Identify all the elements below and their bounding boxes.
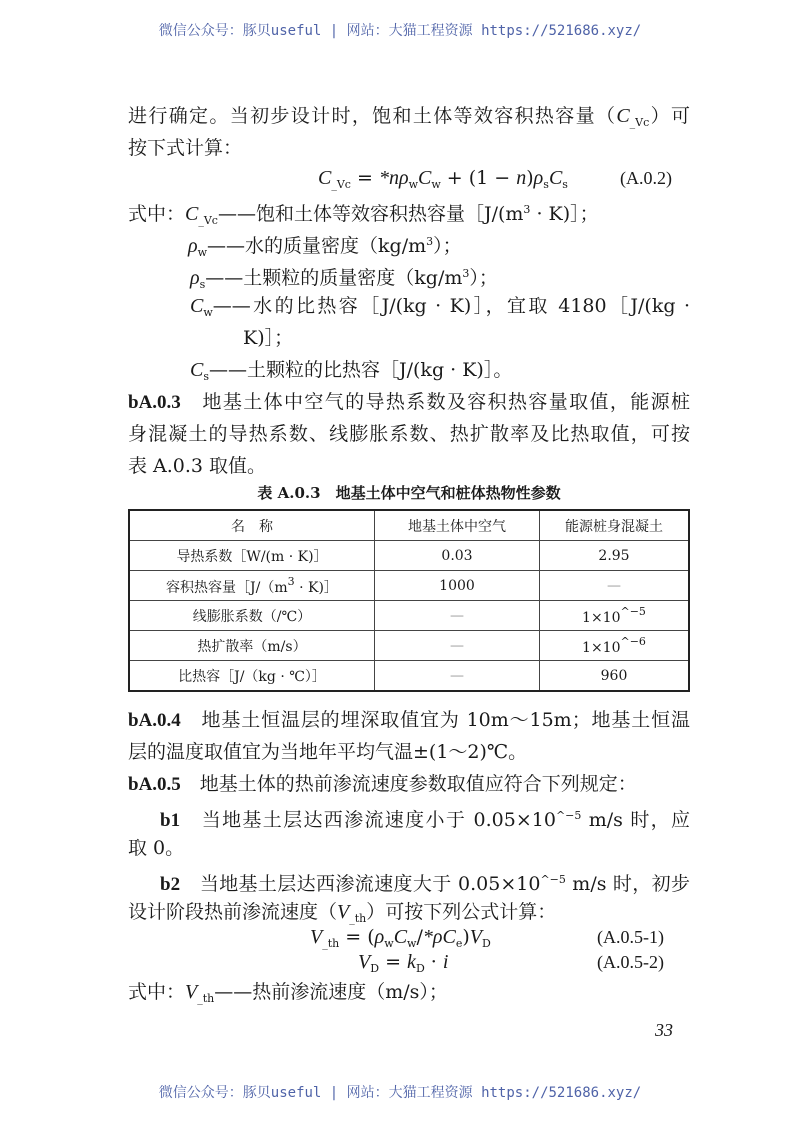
text-run: —	[450, 667, 464, 684]
text-run: 表 A.0.3 取值。	[128, 455, 267, 477]
table-cell	[540, 631, 690, 661]
text-run: ——水的比热容［J/(kg · K)］，宜取 4180［J/(kg ·	[212, 295, 690, 317]
symbol-definition	[128, 980, 448, 1011]
symbol-definition	[190, 262, 498, 297]
table-cell	[540, 661, 690, 692]
text-run: ）可	[649, 105, 690, 127]
text-run: =	[379, 951, 408, 973]
header-watermark: 微信公众号：豚贝useful | 网站：大猫工程资源 https://521686.xyz/	[158, 23, 642, 39]
text-run: 比热容［J/（kg · ℃）］	[178, 668, 326, 685]
text-run: C	[616, 105, 630, 127]
text-run: 热扩散率（m/s）	[197, 638, 307, 655]
text-run: 容积热容量［J/（m	[166, 579, 288, 596]
text-run: C	[548, 167, 563, 189]
text-run: ）；	[469, 267, 498, 289]
text-run: )	[462, 926, 470, 948]
text-run: ρ	[190, 267, 200, 289]
text-run: D	[370, 962, 380, 975]
header-cell: 名 称	[129, 510, 375, 541]
text-run: n	[516, 167, 527, 189]
text-run: =	[350, 167, 379, 189]
text-run: ρ	[188, 235, 198, 257]
text-run: 按下式计算：	[128, 137, 243, 159]
text-run: 进行确定。当初步设计时，饱和土体等效容积热容量（	[128, 105, 617, 127]
text-run: _th	[322, 937, 340, 950]
text-run: ）可按下列公式计算：	[366, 901, 557, 923]
text-run: ^−5	[620, 605, 646, 618]
text-run: bA.0.5	[128, 774, 181, 795]
table-cell	[129, 541, 375, 571]
footer-watermark: 微信公众号：豚贝useful | 网站：大猫工程资源 https://521686.xyz/	[158, 1085, 642, 1101]
text-run: —	[450, 607, 464, 624]
text-run: 地基土体中空气的导热系数及容积热容量取值，能源桩	[180, 391, 690, 413]
table-cell	[540, 601, 690, 631]
text-run: 1×10	[582, 610, 621, 626]
clause-a04	[128, 708, 690, 733]
table-cell	[129, 661, 375, 692]
text-run: 地基土体的热前渗流速度参数取值应符合下列规定：	[180, 773, 637, 795]
text-run: w	[407, 937, 417, 950]
text-run: 1000	[439, 577, 475, 594]
table-title: 表 A.0.3 地基土体中空气和桩体热物性参数	[257, 484, 561, 502]
text-run: + (1 −	[440, 167, 517, 189]
symbol-definition	[188, 230, 462, 265]
text-run: 导热系数［W/(m · K)］	[176, 548, 328, 565]
text-run: D	[415, 962, 425, 975]
text-run: b2	[160, 874, 181, 895]
paragraph-line	[128, 136, 242, 160]
text-run: e	[455, 937, 463, 950]
formula-a052	[358, 950, 448, 981]
text-run: _Vc	[331, 178, 351, 191]
text-run: C	[417, 167, 432, 189]
text-run: —	[607, 577, 621, 594]
paragraph-line	[128, 836, 184, 860]
text-run: 取 0。	[128, 837, 185, 859]
text-run: 960	[600, 667, 628, 684]
text-run: 当地基土层达西渗流速度大于 0.05×10	[180, 873, 541, 895]
page-number: 33	[655, 1020, 673, 1040]
text-run: ——水的质量密度（kg/m	[207, 235, 427, 257]
table-row	[129, 661, 689, 692]
text-run: V	[337, 901, 350, 923]
paragraph-line	[128, 454, 266, 478]
text-run: D	[481, 937, 491, 950]
table-cell	[375, 661, 540, 692]
text-run: V	[469, 926, 482, 948]
text-run: 式中：	[128, 203, 186, 225]
clause-a05	[128, 772, 637, 797]
text-run: ^−6	[620, 635, 646, 648]
table-row	[129, 601, 689, 631]
table-cell	[375, 631, 540, 661]
table-row	[129, 631, 689, 661]
text-run: 地基土恒温层的埋深取值宜为 10m～15m；地基土恒温	[180, 709, 690, 731]
text-run: ρ	[533, 167, 544, 189]
text-run: 线膨胀系数（/℃）	[192, 608, 312, 625]
text-run: 3	[462, 267, 470, 280]
text-run: w	[203, 306, 213, 319]
text-run: k	[407, 951, 416, 973]
symbol-definition	[190, 358, 512, 389]
text-run: 3	[523, 203, 531, 216]
text-run: 当地基土层达西渗流速度小于 0.05×10	[180, 809, 556, 831]
equation-number: (A.0.5-2)	[597, 952, 664, 972]
text-run: · K)］；	[530, 203, 599, 225]
text-run: _th	[197, 992, 215, 1005]
table-cell	[129, 631, 375, 661]
table-cell	[540, 541, 690, 571]
text-run: 层的温度取值宜为当地年平均气温±(1～2)℃。	[128, 741, 528, 763]
text-run: —	[450, 637, 464, 654]
text-run: · K)］	[294, 579, 338, 596]
text-run: bA.0.3	[128, 392, 181, 413]
equation-number: (A.0.2)	[620, 168, 672, 188]
paragraph-line	[128, 740, 527, 764]
text-run: ——饱和土体等效容积热容量［J/(m	[217, 203, 524, 225]
text-run: ）；	[433, 235, 462, 257]
thermal-properties-table	[128, 509, 690, 692]
text-run: V	[185, 981, 198, 1003]
text-run: ·	[424, 951, 443, 973]
paragraph-line	[128, 422, 690, 446]
text-run: 3	[287, 574, 295, 588]
text-run: 2.95	[598, 547, 630, 564]
text-run: b1	[160, 810, 181, 831]
text-run: s	[203, 370, 209, 383]
text-run: V	[310, 926, 323, 948]
table-cell	[129, 571, 375, 601]
text-run: 1×10	[582, 640, 621, 656]
formula-a02	[318, 166, 568, 197]
text-run: 设计阶段热前渗流速度（	[128, 901, 338, 923]
table-cell	[129, 601, 375, 631]
table-cell	[375, 601, 540, 631]
text-run: C	[185, 203, 199, 225]
text-run: C	[190, 295, 204, 317]
text-run: C	[318, 167, 332, 189]
item-1	[160, 804, 690, 833]
table-row	[129, 541, 689, 571]
table-cell	[375, 541, 540, 571]
text-run: s	[562, 178, 568, 191]
text-run: 式中：	[128, 981, 186, 1003]
text-run: ^−5	[555, 809, 582, 822]
text-run: _Vc	[629, 116, 650, 129]
symbol-definition	[243, 326, 293, 350]
equation-number: (A.0.5-1)	[597, 927, 664, 947]
text-run: 0.03	[441, 547, 473, 564]
text-run: m/s 时，应	[581, 809, 690, 831]
text-run: ——土颗粒的比热容［J/(kg · K)］。	[209, 359, 513, 381]
text-run: ——土颗粒的质量密度（kg/m	[205, 267, 463, 289]
text-run: ——热前渗流速度（m/s）；	[214, 981, 448, 1003]
text-run: m/s 时，初步	[565, 873, 690, 895]
text-run: ρ	[374, 926, 385, 948]
symbol-definition	[190, 294, 690, 325]
text-run: w	[384, 937, 394, 950]
text-run: 身混凝土的导热系数、线膨胀系数、热扩散率及比热取值，可按	[128, 423, 690, 445]
text-run: s	[543, 178, 549, 191]
text-run: *ρC	[422, 926, 456, 948]
text-run: w	[408, 178, 418, 191]
text-run: V	[358, 951, 371, 973]
header-cell: 能源桩身混凝土	[540, 510, 690, 541]
text-run: w	[197, 246, 208, 259]
text-run: i	[442, 951, 449, 973]
text-run: /	[416, 926, 423, 948]
table-header-row	[129, 510, 689, 541]
text-run: C	[190, 359, 204, 381]
text-run: *nρ	[378, 167, 409, 189]
clause-a03	[128, 390, 690, 415]
text-run: = (	[339, 926, 375, 948]
table-cell	[375, 571, 540, 601]
header-cell: 地基土体中空气	[375, 510, 540, 541]
text-run: ^−5	[540, 873, 566, 886]
text-run: _th	[349, 912, 367, 925]
text-run: bA.0.4	[128, 710, 181, 731]
text-run: _Vc	[198, 214, 218, 227]
table-cell	[540, 571, 690, 601]
paragraph-line	[128, 104, 690, 135]
table-row	[129, 571, 689, 601]
item-2	[160, 868, 690, 897]
text-run: K)］；	[243, 327, 294, 349]
text-run: 3	[426, 235, 434, 248]
symbol-definition	[128, 198, 599, 233]
text-run: C	[393, 926, 408, 948]
text-run: w	[431, 178, 441, 191]
text-run: s	[199, 278, 206, 291]
text-run: )	[526, 167, 534, 189]
